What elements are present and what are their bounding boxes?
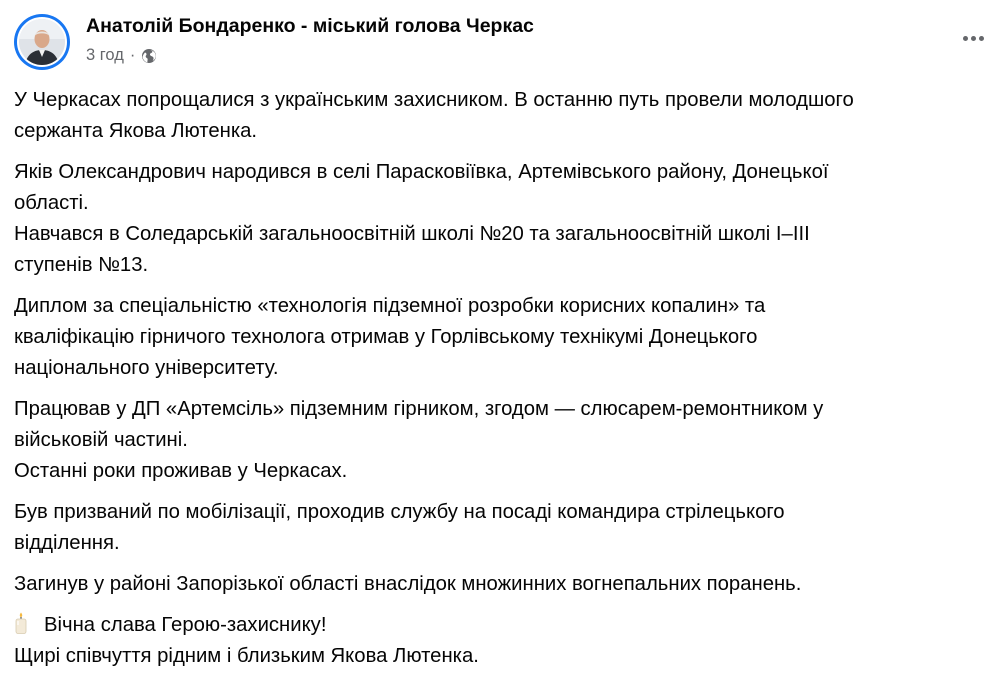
post-paragraph [14,569,989,600]
text-line: Працював у ДП «Артемсіль» підземним гірником, згодом — слюсарем-ремонтником у [14,398,824,420]
post-meta [86,46,157,65]
avatar[interactable] [14,14,70,70]
post-paragraph [14,497,989,559]
text-line: кваліфікацію гірничого технолога отримав у Горлівському технікумі Донецького [14,326,758,348]
text-line: Щирі співчуття рідним і близьким Якова Лютенка. [14,645,479,667]
more-options-icon [963,36,968,41]
more-options-button[interactable] [955,20,991,56]
more-options-icon-dot [979,36,984,41]
text-line: Загинув у районі Запорізької області внаслідок множинних вогнепальних поранень. [14,573,802,595]
text-line: Диплом за спеціальністю «технологія підземної розробки корисних копалин» та [14,295,766,317]
text-line: відділення. [14,532,120,554]
post-time[interactable]: 3 год [86,46,124,64]
avatar-photo [17,17,67,67]
globe-icon[interactable] [141,48,157,64]
post-closing [14,610,989,672]
post-paragraph [14,157,989,281]
closing-text: Вічна слава Герою-захиснику! [44,614,327,636]
text-line: У Черкасах попрощалися з українським захисником. В останню путь провели молодшого [14,89,854,111]
candle-icon [14,612,28,634]
more-options-icon-dot [971,36,976,41]
text-line: національного університету. [14,357,279,379]
text-line: військовій частині. [14,429,188,451]
author-name[interactable]: Анатолій Бондаренко - міський голова Черкас [86,15,534,37]
post-paragraph [14,85,989,147]
post-paragraph [14,291,989,384]
post-header [14,14,991,70]
text-line: Яків Олександрович народився в селі Парасковіївка, Артемівського району, Донецької [14,161,829,183]
text-line: Навчався в Соледарській загальноосвітній школі №20 та загальноосвітній школі І–ІІІ [14,223,810,245]
text-line: Був призваний по мобілізації, проходив службу на посаді командира стрілецького [14,501,785,523]
text-line: Останні роки проживав у Черкасах. [14,460,348,482]
post-text [14,85,989,682]
text-line: області. [14,192,89,214]
meta-separator: · [129,46,136,64]
text-line: ступенів №13. [14,254,149,276]
closing-line [14,610,989,641]
post-paragraph [14,394,989,487]
text-line: сержанта Якова Лютенка. [14,120,258,142]
